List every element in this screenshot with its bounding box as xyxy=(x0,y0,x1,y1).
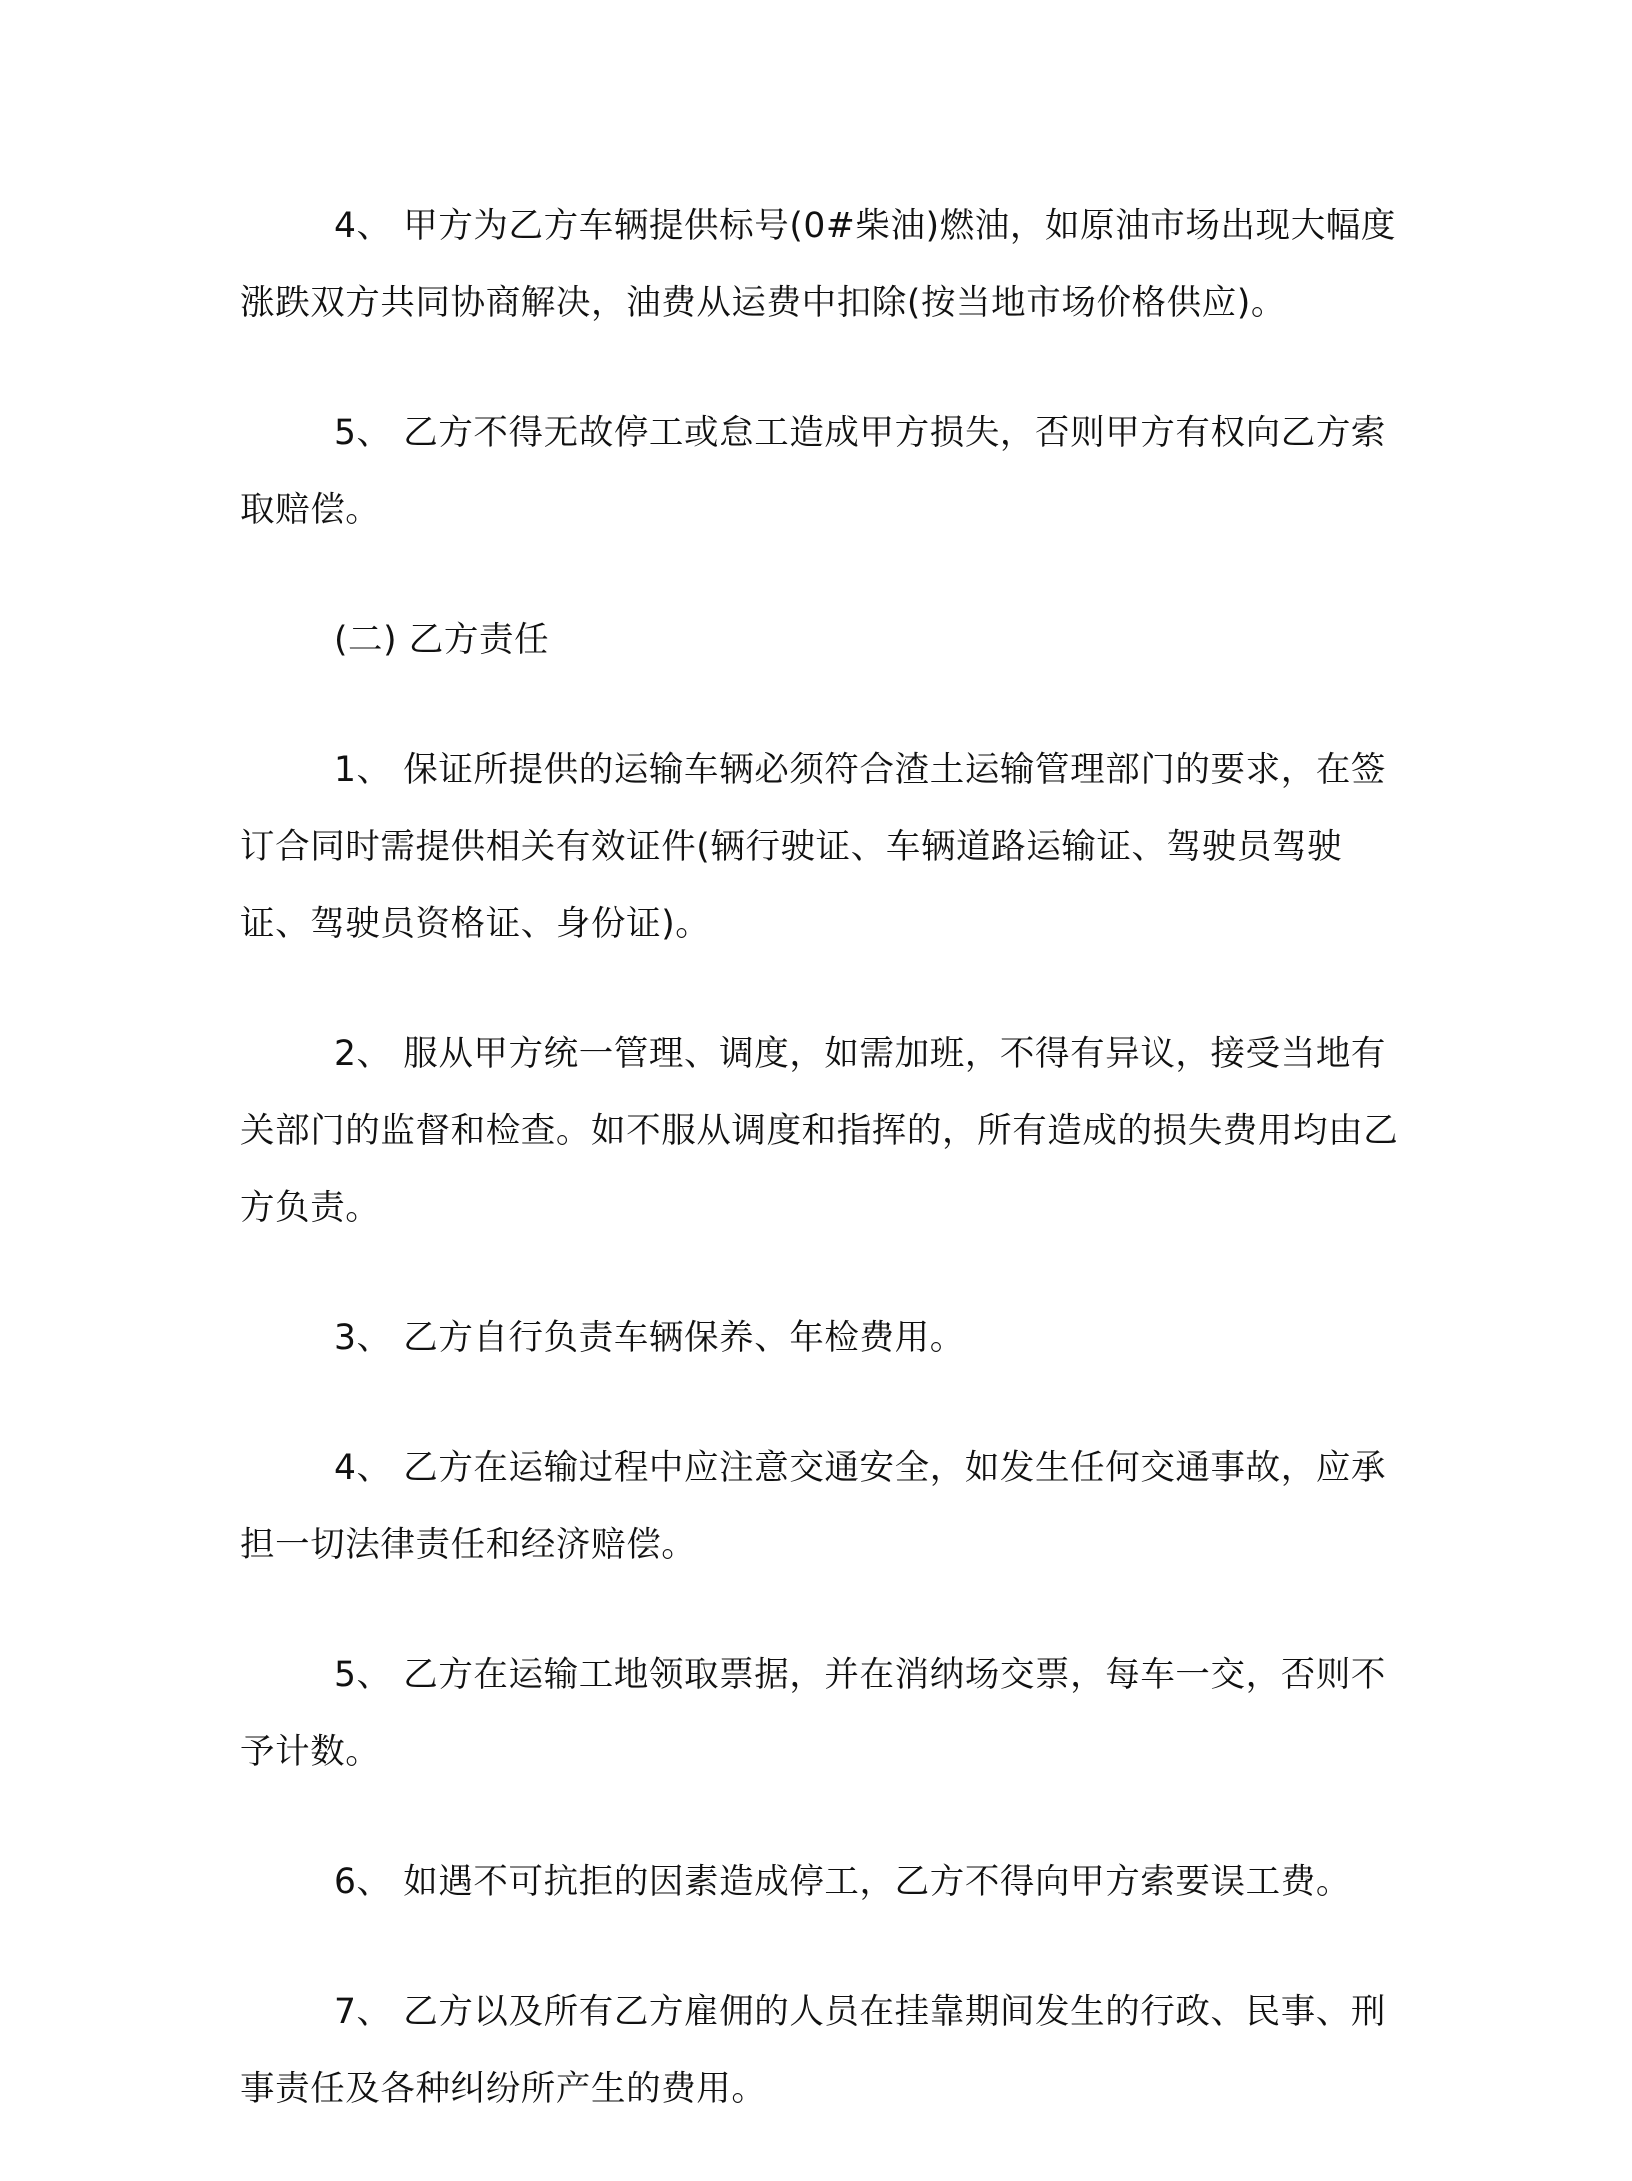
paragraph-party-a-fuel: 4、 甲方为乙方车辆提供标号(0#柴油)燃油，如原油市场出现大幅度涨跌双方共同协商解决，油费从运费中扣除(按当地市场价格供应)。 xyxy=(240,206,1396,323)
section-heading-party-b-responsibility: (二) 乙方责任 xyxy=(334,620,550,660)
paragraph-vehicle-requirements: 1、 保证所提供的运输车辆必须符合渣土运输管理部门的要求，在签订合同时需提供相关有效证件(辆行驶证、车辆道路运输证、驾驶员驾驶证、驾驶员资格证、身份证)。 xyxy=(240,750,1387,944)
document-body xyxy=(240,188,1412,2181)
paragraph-party-b-no-stoppage: 5、 乙方不得无故停工或怠工造成甲方损失，否则甲方有权向乙方索取赔偿。 xyxy=(240,413,1387,530)
paragraph-maintenance-fees: 3、 乙方自行负责车辆保养、年检费用。 xyxy=(334,1318,965,1358)
paragraph-obey-management: 2、 服从甲方统一管理、调度，如需加班，不得有异议，接受当地有关部门的监督和检查。如不服从调度和指挥的，所有造成的损失费用均由乙方负责。 xyxy=(240,1034,1399,1228)
paragraph-traffic-safety: 4、 乙方在运输过程中应注意交通安全，如发生任何交通事故，应承担一切法律责任和经济赔偿。 xyxy=(240,1448,1387,1565)
paragraph-tickets: 5、 乙方在运输工地领取票据，并在消纳场交票，每车一交，否则不予计数。 xyxy=(240,1655,1387,1772)
paragraph-force-majeure: 6、 如遇不可抗拒的因素造成停工，乙方不得向甲方索要误工费。 xyxy=(334,1862,1351,1902)
paragraph-liabilities: 7、 乙方以及所有乙方雇佣的人员在挂靠期间发生的行政、民事、刑事责任及各种纠纷所产生的费用。 xyxy=(240,1992,1387,2109)
